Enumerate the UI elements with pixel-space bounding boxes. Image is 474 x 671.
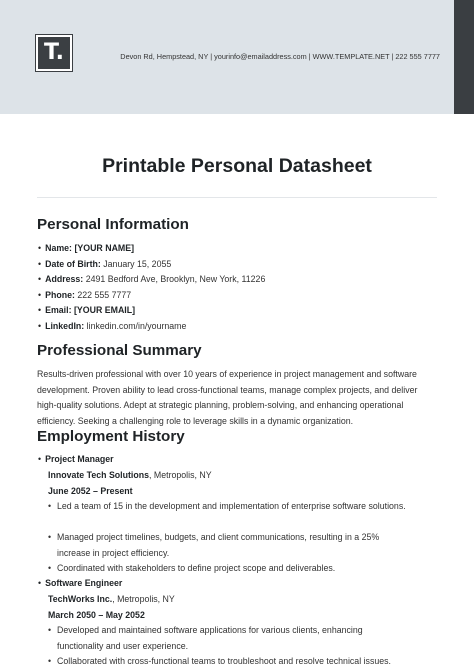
contact-line: Devon Rd, Hempstead, NY | yourinfo@emailaddress.com | WWW.TEMPLATE.NET | 222 555 7777 [120, 52, 440, 61]
job-dates-line [48, 610, 145, 620]
info-item-email [38, 303, 265, 319]
info-label: Date of Birth: [45, 258, 101, 269]
info-item-address [38, 272, 265, 288]
duty-item: • Coordinated with stakeholders to define project scope and deliverables. [48, 563, 336, 573]
duty-item: • Managed project timelines, budgets, and client communications, resulting in a 25% increase in project efficiency. [48, 532, 380, 558]
duty-text: Led a team of 15 in the development and implementation of enterprise software solutions. [57, 501, 406, 511]
job-company: Innovate Tech Solutions [48, 470, 150, 480]
employment-heading: Employment History [37, 428, 185, 445]
job-company-line [48, 594, 175, 604]
logo-letter: T. [43, 40, 65, 65]
job-location: , Metropolis, NY [149, 470, 212, 480]
duty-item: • Developed and maintained software applications for various clients, enhancing functionality and user experience. [48, 625, 363, 651]
info-value: [YOUR NAME] [74, 243, 135, 253]
job-company: TechWorks Inc. [48, 594, 113, 604]
info-label: Name: [45, 243, 72, 253]
duty-text: Collaborated with cross-functional teams to troubleshoot and resolve technical issues. [57, 656, 391, 666]
job-dates-line [48, 486, 133, 496]
page-header [0, 0, 474, 114]
info-item-dob [38, 257, 265, 273]
summary-text: Results-driven professional with over 10 years of experience in project management and software development. Proven ability to lead cross-functional teams, manage complex projects, and deliver high-quality solutions. Adept at strategic planning, problem-solving, and enhancing operational efficiency. Seeking a challenging role to leverage skills in a dynamic organization. [37, 369, 418, 426]
info-value: 2491 Bedford Ave, Brooklyn, New York, 11226 [85, 274, 266, 285]
duty-item: • Led a team of 15 in the development and implementation of enterprise software solutions. [48, 501, 406, 511]
header-accent-bar [454, 0, 474, 114]
personal-info-list [38, 241, 265, 335]
document-title: Printable Personal Datasheet [102, 155, 372, 177]
info-value: 222 555 7777 [77, 289, 132, 300]
duty-text: Coordinated with stakeholders to define project scope and deliverables. [57, 563, 336, 573]
info-label: LinkedIn: [45, 320, 85, 331]
info-label: Address: [45, 274, 84, 285]
duty-item: • Collaborated with cross-functional teams to troubleshoot and resolve technical issues. [48, 656, 391, 666]
duty-text: Managed project timelines, budgets, and client communications, resulting in a 25% increase in project efficiency. [57, 532, 380, 558]
job-dates: March 2050 – May 2052 [48, 610, 145, 620]
job-title: • Project Manager [38, 454, 114, 464]
info-item-phone [38, 288, 265, 304]
info-value: [YOUR EMAIL] [73, 305, 136, 316]
job-location: , Metropolis, NY [112, 594, 175, 604]
info-label: Email: [45, 305, 72, 316]
logo [36, 35, 72, 71]
info-value: linkedin.com/in/yourname [86, 320, 187, 331]
duty-text: Developed and maintained software applications for various clients, enhancing functionality and user experience. [57, 625, 363, 651]
personal-info-heading: Personal Information [37, 216, 189, 233]
info-item-name [38, 241, 265, 257]
summary-heading: Professional Summary [37, 342, 202, 359]
job-title: • Software Engineer [38, 578, 122, 588]
job-dates: June 2052 – Present [48, 486, 133, 496]
info-label: Phone: [45, 289, 75, 300]
title-divider [37, 197, 437, 198]
info-item-linkedin [38, 319, 265, 335]
job-company-line [48, 470, 212, 480]
info-value: January 15, 2055 [103, 258, 172, 269]
